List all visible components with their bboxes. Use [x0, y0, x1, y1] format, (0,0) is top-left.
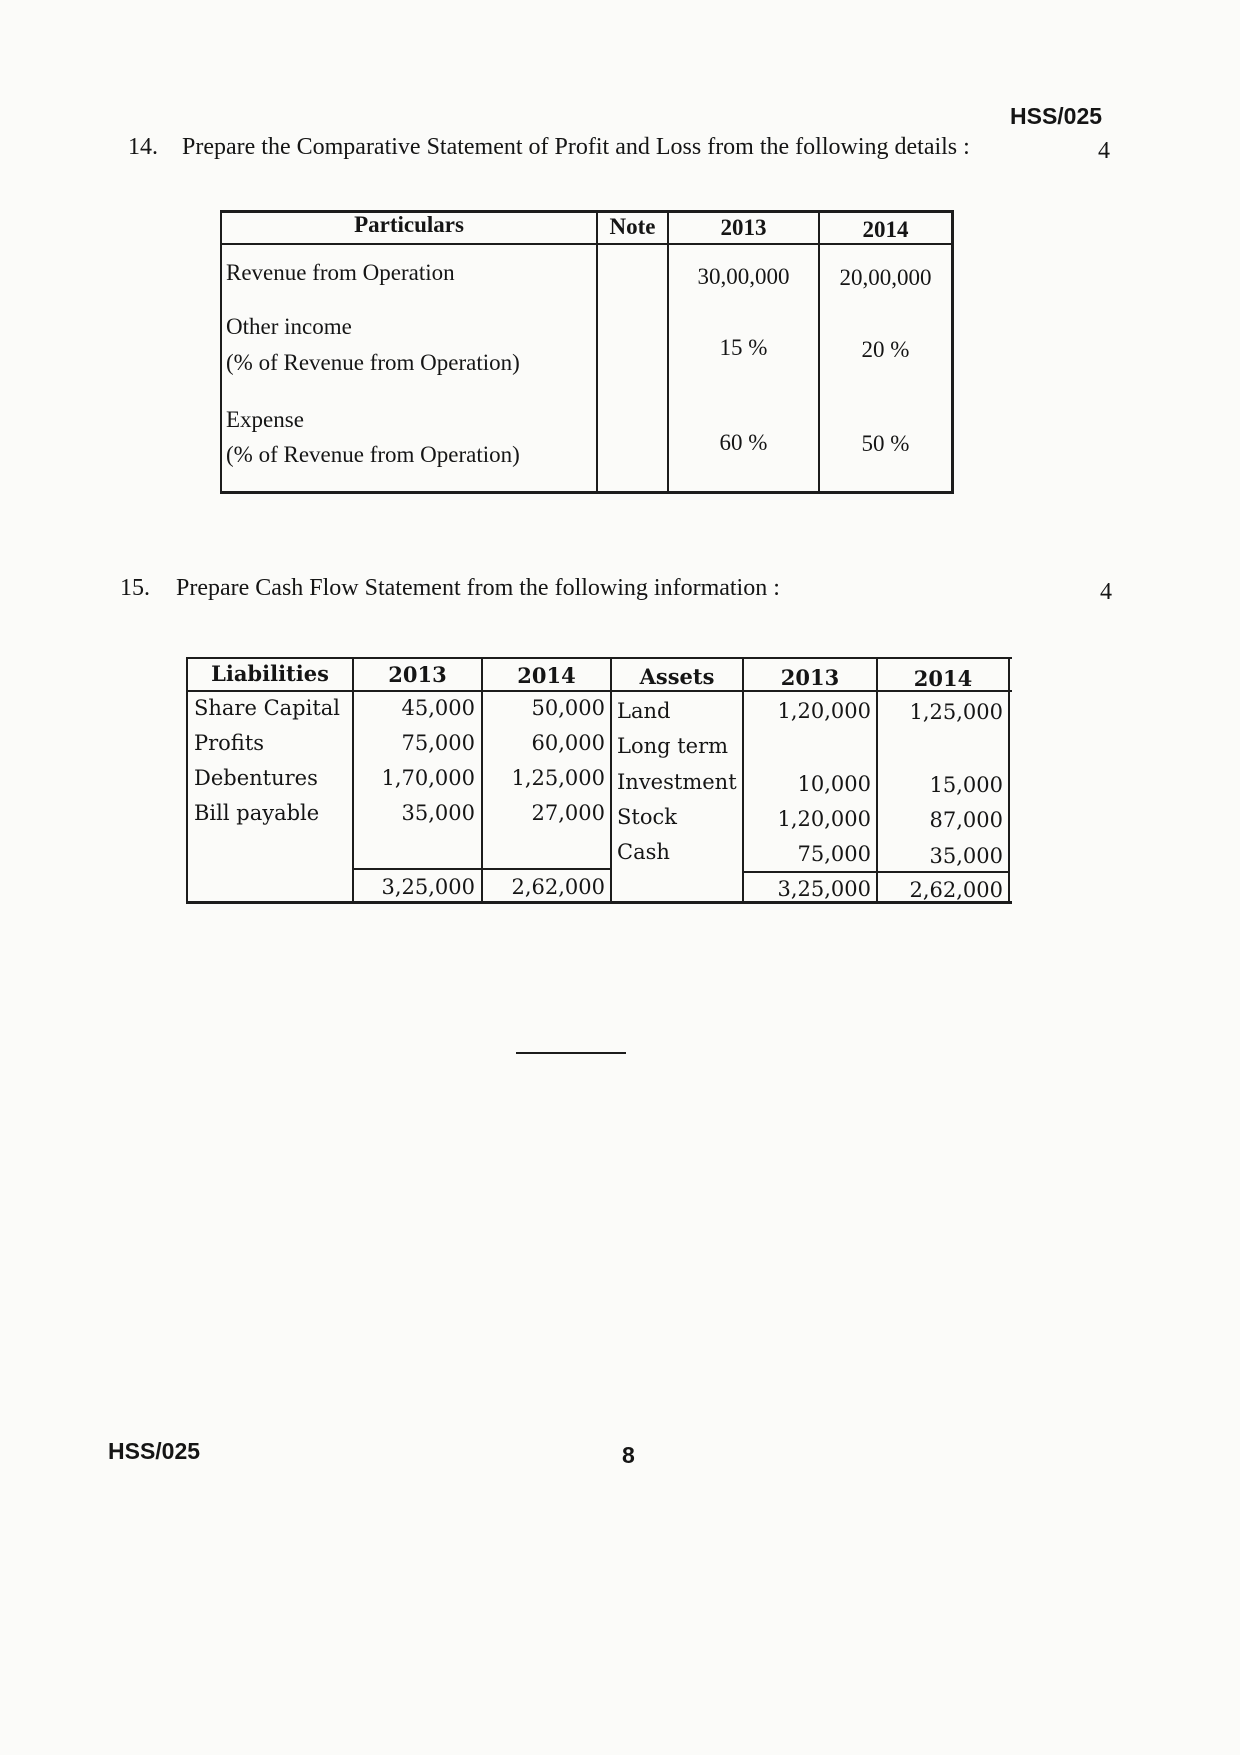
q15-header-liab-2013: 2013	[388, 662, 447, 687]
q15-liab-row2-2014: 60,000	[531, 731, 605, 755]
q15-liab-row3-2014: 1,25,000	[511, 766, 605, 790]
q15-asset-row3-2013: 10,000	[797, 772, 871, 796]
q14-header-particulars: Particulars	[354, 212, 464, 237]
q15-text: Prepare Cash Flow Statement from the following information :	[176, 575, 780, 601]
q14-row3-2014: 50 %	[861, 431, 910, 456]
q14-row1-2014: 20,00,000	[839, 265, 932, 290]
q15-number: 15.	[120, 575, 150, 601]
q14-row2-2014: 20 %	[861, 337, 910, 362]
q15-asset-row1-2014: 1,25,000	[909, 700, 1003, 724]
end-rule	[516, 1052, 626, 1054]
q15-asset-row4-2014: 87,000	[929, 808, 1003, 832]
q15-liab-row1-name: Share Capital	[194, 696, 340, 720]
q14-row1-label: Revenue from Operation	[226, 260, 455, 285]
q15-liab-row3-2013: 1,70,000	[381, 766, 475, 790]
q15-liab-row4-2014: 27,000	[531, 801, 605, 825]
page-code-header: HSS/025	[1010, 103, 1103, 129]
q15-asset-row5-2014: 35,000	[929, 844, 1003, 868]
q15-liab-row3-name: Debentures	[194, 766, 318, 790]
q15-asset-row2-name: Long term	[617, 734, 729, 758]
q14-marks: 4	[1098, 138, 1110, 164]
q15-marks: 4	[1100, 579, 1112, 605]
q15-total-liab-2013: 3,25,000	[381, 875, 475, 899]
q15-header-assets: Assets	[639, 664, 715, 689]
q15-asset-row5-name: Cash	[617, 840, 670, 864]
q14-number: 14.	[128, 134, 158, 160]
q15-asset-row1-name: Land	[617, 699, 671, 723]
q15-liab-row2-2013: 75,000	[401, 731, 475, 755]
q14-text: Prepare the Comparative Statement of Profit and Loss from the following details :	[182, 134, 970, 160]
page-number: 8	[622, 1442, 635, 1468]
q15-liab-row2-name: Profits	[194, 731, 265, 755]
q14-row2-label: Other income	[226, 314, 352, 339]
q15-total-assets-2013: 3,25,000	[777, 877, 871, 901]
q15-asset-row3-name: Investment	[617, 770, 737, 794]
q14-header-note: Note	[609, 214, 656, 239]
q15-liab-row1-2013: 45,000	[401, 696, 475, 720]
q15-asset-row4-name: Stock	[617, 805, 677, 829]
q14-header-2013: 2013	[720, 215, 767, 240]
q15-liab-row1-2014: 50,000	[531, 696, 605, 720]
q15-liab-row4-2013: 35,000	[401, 801, 475, 825]
q15-header-assets-2013: 2013	[780, 665, 840, 690]
q15-header-liabilities: Liabilities	[211, 661, 329, 686]
q15-asset-row3-2014: 15,000	[929, 773, 1003, 797]
q14-row3-label: Expense	[226, 407, 304, 432]
page-code-footer: HSS/025	[108, 1438, 201, 1464]
q14-row1-2013: 30,00,000	[697, 264, 790, 289]
q14-row2-2013: 15 %	[719, 335, 768, 360]
q15-total-liab-2014: 2,62,000	[511, 875, 605, 899]
q15-total-assets-2014: 2,62,000	[909, 878, 1003, 902]
q14-row3-2013: 60 %	[719, 430, 768, 455]
q14-row3-sub: (% of Revenue from Operation)	[226, 442, 520, 467]
q15-asset-row5-2013: 75,000	[797, 842, 871, 866]
q15-asset-row4-2013: 1,20,000	[777, 807, 871, 831]
q14-row2-sub: (% of Revenue from Operation)	[226, 350, 520, 375]
q15-header-liab-2014: 2014	[517, 663, 576, 688]
q15-asset-row1-2013: 1,20,000	[777, 699, 871, 723]
q15-header-assets-2014: 2014	[913, 666, 973, 691]
q14-header-2014: 2014	[862, 217, 909, 242]
q15-liab-row4-name: Bill payable	[194, 801, 320, 825]
